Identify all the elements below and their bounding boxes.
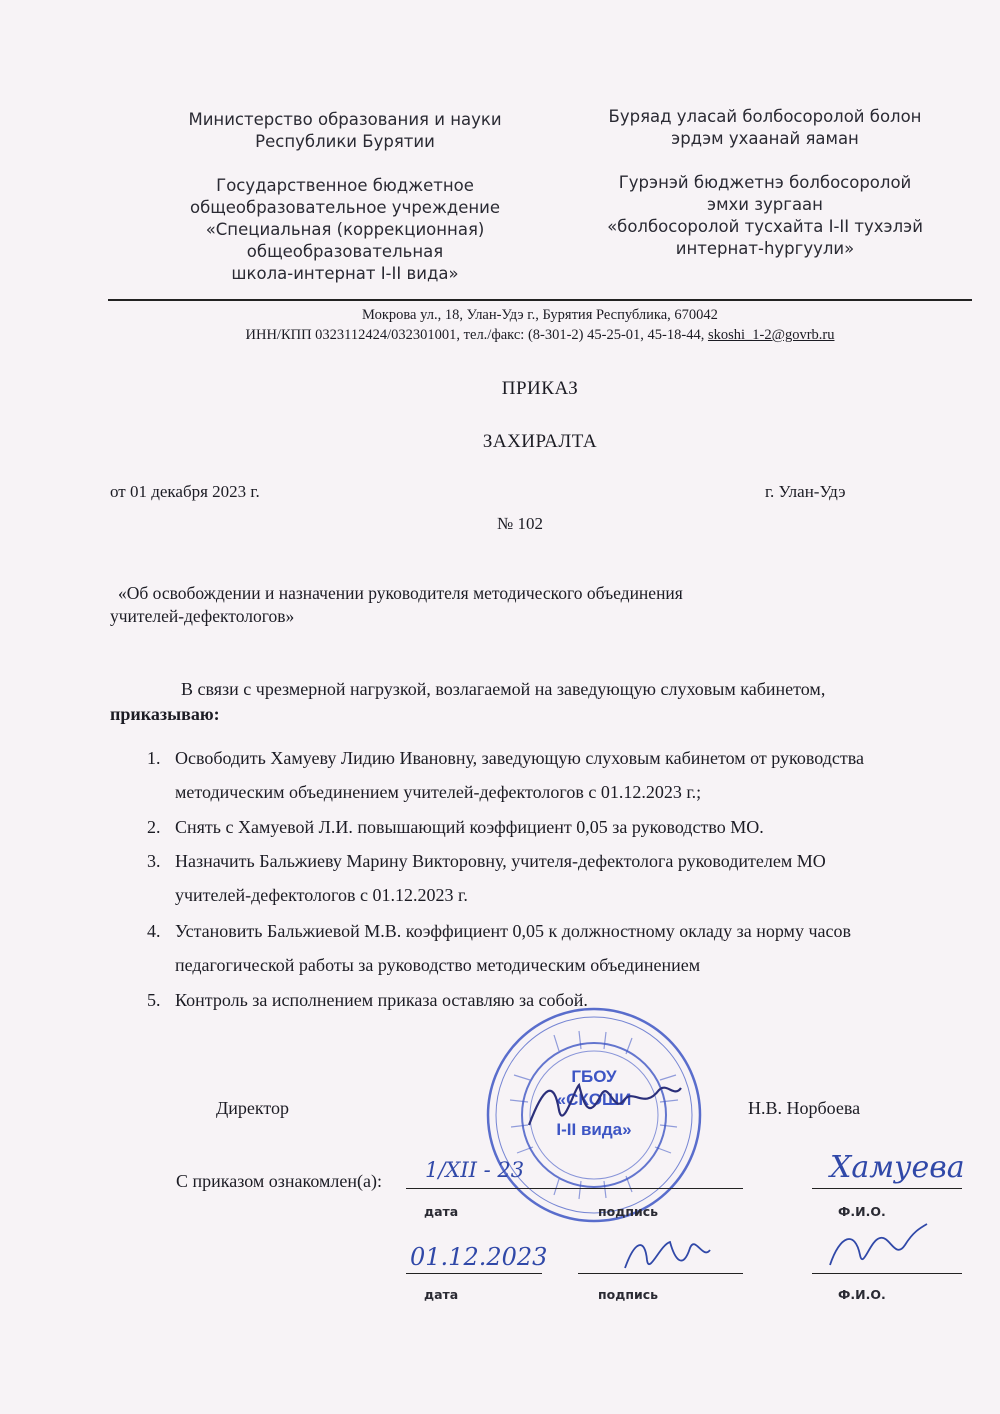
contacts-text: ИНН/КПП 0323112424/032301001, тел./факс: (8-301-2) 45-25-01, 45-18-44, [245,327,708,343]
ack1-sign-label: подпись [598,1204,659,1219]
contacts-line [108,325,972,345]
order-word: приказываю: [110,704,220,724]
email-link[interactable]: skoshi_1-2@govrb.ru [707,327,835,343]
stamp-line2: «СКОШИ [556,1090,632,1109]
item-number: 3. [147,851,161,871]
header-divider [108,299,972,301]
ack1-handwritten-date: 1/XII - 23 [425,1158,525,1182]
address-block [108,305,972,345]
item-text-cont: методическим объединением учителей-дефектологов с 01.12.2023 г.; [175,782,702,802]
ack1-date-line [406,1188,743,1189]
header-left [150,109,540,285]
list-item [147,810,764,844]
org-bur-line4: интернат-hургуули» [675,239,855,258]
item-number: 2. [147,817,161,837]
list-item [147,914,851,975]
ministry-ru-line2: Республики Бурятии [255,132,435,151]
item-text: Контроль за исполнением приказа оставляю за собой. [175,990,588,1010]
org-ru-line4: общеобразовательная [246,242,444,261]
org-ru-line5: школа-интернат I-II вида» [231,264,459,283]
ack2-fio-signature [815,1220,935,1280]
ack1-fio-label: Ф.И.О. [838,1204,886,1219]
ack2-date-line [406,1273,542,1274]
ministry-ru-line1: Министерство образования и науки [188,110,502,129]
order-date: от 01 декабря 2023 г. [110,482,260,501]
item-number: 1. [147,748,161,768]
item-text: Освободить Хамуеву Лидию Ивановну, заведующую слуховым кабинетом от руководства [175,748,865,768]
ack2-handwritten-date: 01.12.2023 [410,1243,548,1271]
list-item [147,844,826,905]
org-bur-line2: эмхи зургаан [707,195,823,214]
org-bur-line1: Гурэнэй бюджетнэ болбосоролой [618,173,912,192]
preamble: В связи с чрезмерной нагрузкой, возлагаемой на заведующую слуховым кабинетом, [181,679,826,699]
org-ru-line1: Государственное бюджетное [216,176,474,195]
ack2-sign-label: подпись [598,1287,659,1302]
director-title: Директор [216,1098,290,1118]
ministry-bur-line1: Буряад уласай болбосоролой болон [608,107,922,126]
address-line: Мокрова ул., 18, Улан-Удэ г., Бурятия Республика, 670042 [362,307,718,323]
org-ru-line2: общеобразовательное учреждение [189,198,501,217]
item-text-cont: педагогической работы за руководство методическим объединением [175,955,701,975]
stamp-line1: ГБОУ [571,1067,617,1086]
org-bur-line3: «болбосоролой тусхайта I-II тухэлэй [607,217,923,236]
subject-line1: «Об освобождении и назначении руководителя методического объединения [118,583,683,603]
item-text-cont: учителей-дефектологов с 01.12.2023 г. [175,885,468,905]
list-item [147,741,865,802]
ministry-bur-line2: эрдэм ухаанай яаман [671,129,859,148]
ack2-fio-label: Ф.И.О. [838,1287,886,1302]
ack2-date-label: дата [424,1287,459,1302]
ack-label: С приказом ознакомлен(а): [176,1171,382,1191]
order-city: г. Улан-Удэ [765,482,846,501]
official-stamp [484,1005,704,1225]
ack2-signature [615,1230,735,1280]
order-number: № 102 [497,514,543,533]
header-right [570,106,960,260]
ack1-handwritten-fio: Хамуева [830,1150,965,1185]
title-zakhiralta: ЗАХИРАЛТА [482,431,598,452]
subject-line2: учителей-дефектологов» [110,606,295,626]
director-signature [519,1070,689,1140]
item-text: Снять с Хамуевой Л.И. повышающий коэффициент 0,05 за руководство МО. [175,817,764,837]
stamp-line3: I-II вида» [556,1120,632,1139]
item-text: Назначить Бальжиеву Марину Викторовну, учителя-дефектолога руководителем МО [175,851,826,871]
order-subject [110,582,683,628]
ack1-date-label: дата [424,1204,459,1219]
title-prikaz: ПРИКАЗ [501,378,579,399]
item-number: 4. [147,921,161,941]
org-ru-line3: «Специальная (коррекционная) [205,220,485,239]
item-text: Установить Бальжиевой М.В. коэффициент 0,05 к должностному окладу за норму часов [175,921,851,941]
director-name: Н.В. Норбоева [748,1098,861,1118]
item-number: 5. [147,990,161,1010]
list-item [147,983,588,1017]
ack1-fio-line [812,1188,962,1189]
